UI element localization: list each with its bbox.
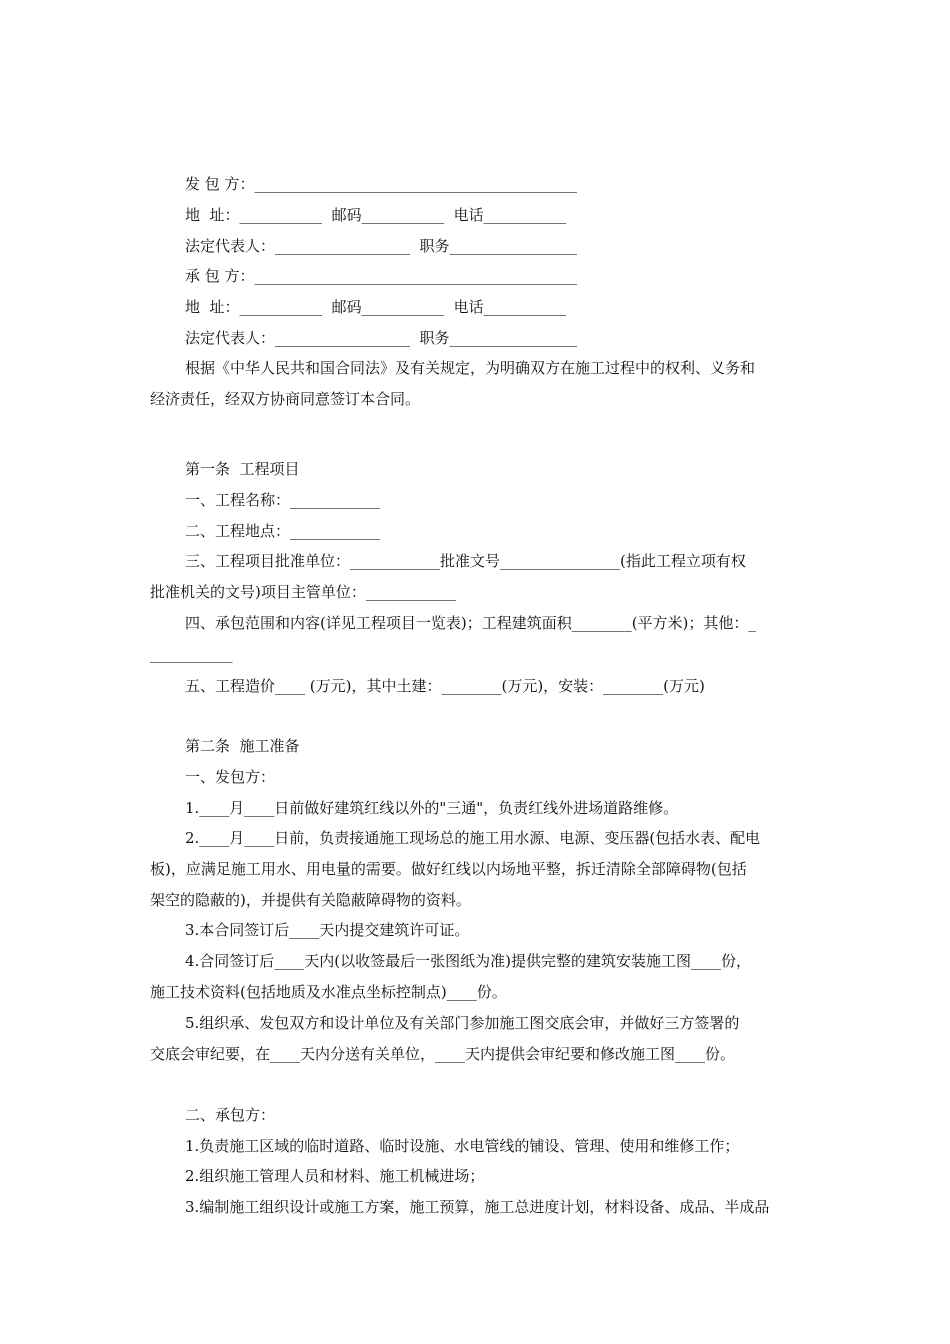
project-name-line: 一、工程名称：____________: [185, 491, 381, 509]
contractor-duty-1: 1.负责施工区域的临时道路、临时设施、水电管线的铺设、管理、使用和维修工作；: [185, 1137, 740, 1155]
article-1-title: 第一条 工程项目: [185, 460, 300, 478]
issuer-duty-3: 3.本合同签订后____天内提交建筑许可证。: [185, 921, 470, 939]
issuer-duty-4-line-1: 4.合同签订后____天内(以收签最后一张图纸为准)提供完整的建筑安装施工图____份，: [185, 952, 752, 970]
issuer-duties-heading: 一、发包方：: [185, 768, 276, 786]
issuer-line: 发 包 方：___________________________________________: [185, 175, 578, 193]
contractor-representative-line: 法定代表人：__________________ 职务_________________: [185, 329, 578, 347]
contractor-address-line: 地 址：___________ 邮码___________ 电话___________: [185, 298, 567, 316]
contractor-duty-3: 3.编制施工组织设计或施工方案，施工预算，施工总进度计划，材料设备、成品、半成品: [185, 1198, 770, 1216]
preamble-line-1: 根据《中华人民共和国合同法》及有关规定，为明确双方在施工过程中的权利、义务和: [185, 359, 756, 377]
contractor-duty-2: 2.组织施工管理人员和材料、施工机械进场；: [185, 1167, 485, 1185]
approval-unit-line-1: 三、工程项目批准单位：____________批准文号________________(指此工程立项有权: [185, 552, 746, 570]
scope-line-1: 四、承包范围和内容(详见工程项目一览表)；工程建筑面积________(平方米)；其他：_: [185, 614, 756, 632]
approval-unit-line-2: 批准机关的文号)项目主管单位：____________: [150, 583, 456, 601]
contractor-line: 承 包 方：___________________________________________: [185, 267, 578, 285]
preamble-line-2: 经济责任，经双方协商同意签订本合同。: [150, 390, 421, 408]
scope-line-2: ___________: [150, 645, 233, 663]
issuer-duty-2-line-2: 板)，应满足施工用水、用电量的需要。做好红线以内场地平整，拆迁清除全部障碍物(包括: [150, 860, 747, 878]
issuer-duty-2-line-3: 架空的隐蔽的)，并提供有关隐蔽障碍物的资料。: [150, 891, 471, 909]
article-2-title: 第二条 施工准备: [185, 737, 300, 755]
issuer-duty-5-line-2: 交底会审纪要，在____天内分送有关单位，____天内提供会审纪要和修改施工图____份。: [150, 1045, 736, 1063]
project-cost-line: 五、工程造价____ (万元)，其中土建：________(万元)，安装：________(万元): [185, 677, 705, 695]
contractor-duties-heading: 二、承包方：: [185, 1106, 276, 1124]
issuer-duty-5-line-1: 5.组织承、发包双方和设计单位及有关部门参加施工图交底会审，并做好三方签署的: [185, 1014, 740, 1032]
project-location-line: 二、工程地点：____________: [185, 522, 381, 540]
issuer-representative-line: 法定代表人：__________________ 职务_________________: [185, 237, 578, 255]
issuer-address-line: 地 址：___________ 邮码___________ 电话___________: [185, 206, 567, 224]
issuer-duty-1: 1.____月____日前做好建筑红线以外的"三通"，负责红线外进场道路维修。: [185, 799, 679, 817]
issuer-duty-2-line-1: 2.____月____日前，负责接通施工现场总的施工用水源、电源、变压器(包括水表、配电: [185, 829, 761, 847]
issuer-duty-4-line-2: 施工技术资料(包括地质及水准点坐标控制点)____份。: [150, 983, 507, 1001]
